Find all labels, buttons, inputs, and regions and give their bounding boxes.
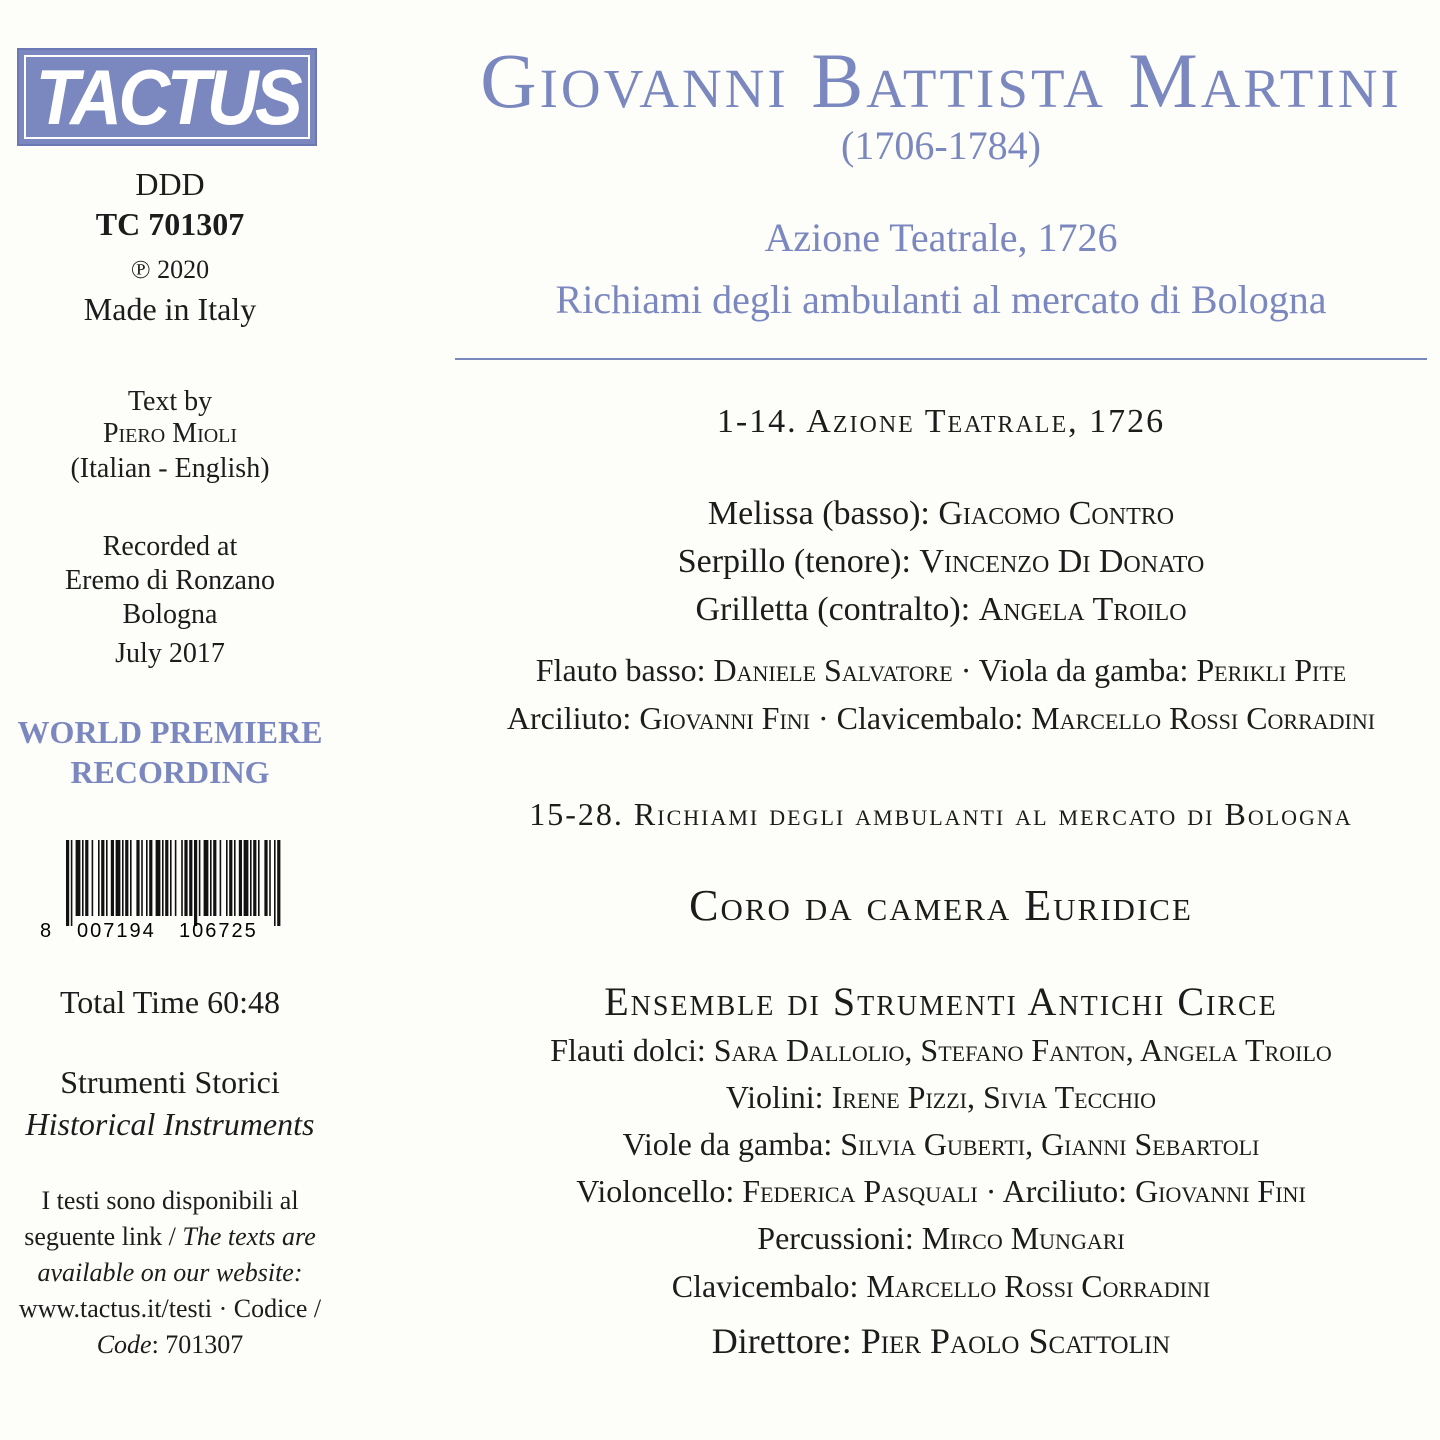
- text-languages: (Italian - English): [70, 453, 270, 484]
- barcode-bar: [274, 840, 276, 926]
- barcode-bar: [116, 840, 121, 916]
- barcode-bar: [122, 840, 124, 916]
- code-value: : 701307: [151, 1330, 244, 1359]
- barcode-bar: [85, 840, 88, 916]
- instrument-role: · Clavicembalo:: [810, 700, 1032, 736]
- instrument-player: Silvia Guberti, Gianni Sebartoli: [840, 1126, 1260, 1162]
- barcode-bar: [130, 840, 132, 916]
- instruments-english: Historical Instruments: [25, 1106, 315, 1142]
- barcode-bar: [149, 840, 152, 916]
- recorded-place: Eremo di Ronzano: [65, 565, 275, 596]
- barcode-bar: [210, 840, 212, 916]
- instrument-player: Marcello Rossi Corradini: [866, 1268, 1211, 1304]
- part1-heading: 1-14. Azione Teatrale, 1726: [716, 403, 1166, 440]
- barcode-bar: [226, 840, 228, 916]
- cast-name: Angela Troilo: [978, 591, 1187, 628]
- instrument-player: Giovanni Fini: [1135, 1173, 1306, 1209]
- texts-note-en: The texts are: [182, 1222, 316, 1251]
- composer-dates: (1706-1784): [841, 123, 1041, 168]
- barcode-bar: [184, 840, 187, 916]
- cast-line-melissa: [455, 495, 1427, 533]
- barcode-bar: [170, 840, 172, 916]
- code-label: Code: [96, 1330, 152, 1359]
- barcode-bar: [189, 840, 192, 916]
- barcode-bar: [269, 840, 271, 916]
- origin-line: Made in Italy: [83, 291, 257, 327]
- flauti-line: [455, 1032, 1427, 1069]
- instrument-role: · Viola da gamba:: [952, 652, 1197, 688]
- texts-note-it: seguente link /: [24, 1222, 176, 1251]
- direttore-line: [455, 1320, 1427, 1362]
- texts-note-line-3: available on our website:: [37, 1258, 303, 1287]
- barcode-bar: [125, 840, 128, 916]
- conductor-name: Pier Paolo Scattolin: [860, 1321, 1171, 1361]
- barcode-bar: [277, 840, 280, 926]
- barcode-bar: [229, 840, 232, 916]
- violoncello-line: [455, 1173, 1427, 1210]
- barcode: [40, 840, 290, 940]
- viole-line: [455, 1126, 1427, 1163]
- barcode-bar: [250, 840, 252, 916]
- barcode-bar: [213, 840, 216, 916]
- texts-note-line-1: I testi sono disponibili al: [41, 1186, 299, 1215]
- catalog-number: TC 701307: [95, 206, 245, 242]
- barcode-bar: [253, 840, 256, 916]
- barcode-bar: [156, 840, 161, 916]
- instrument-role: · Arciliuto:: [977, 1173, 1136, 1209]
- instruments-italian: Strumenti Storici: [60, 1064, 280, 1100]
- barcode-bar: [136, 840, 139, 916]
- barcode-bar: [76, 840, 81, 916]
- instrument-role: Viole da gamba:: [622, 1126, 841, 1162]
- tactus-logo: [17, 48, 317, 146]
- instrument-role: Arciliuto:: [506, 700, 640, 736]
- conductor-role: Direttore:: [711, 1321, 861, 1361]
- barcode-bar: [244, 840, 249, 916]
- instrument-role: Flauti dolci:: [550, 1032, 714, 1068]
- barcode-bar: [146, 840, 148, 916]
- copyright-line: ℗ 2020: [130, 255, 210, 284]
- barcode-bar: [204, 840, 209, 916]
- barcode-bar: [66, 840, 69, 926]
- instrument-player: Sara Dallolio, Stefano Fanton, Angela Troilo: [713, 1032, 1332, 1068]
- barcode-bar: [162, 840, 164, 916]
- cast-line-grilletta: [455, 591, 1427, 629]
- instrument-role: Violoncello:: [576, 1173, 743, 1209]
- barcode-bar: [194, 840, 197, 926]
- barcode-bar: [141, 840, 143, 916]
- barcode-bar: [165, 840, 168, 916]
- cast-name: Giacomo Contro: [938, 495, 1175, 532]
- instrument-role: Violini:: [725, 1079, 832, 1115]
- total-time: Total Time 60:48: [59, 984, 280, 1020]
- text-author: Piero Mioli: [102, 418, 238, 449]
- barcode-bar: [199, 840, 201, 916]
- cast-role: Melissa (basso):: [707, 495, 939, 532]
- barcode-bar: [220, 840, 222, 916]
- part1-instruments-line-2: [455, 700, 1427, 737]
- barcode-bar: [92, 840, 94, 916]
- texts-note-line-2: [0, 1222, 340, 1252]
- cast-role: Serpillo (tenore):: [677, 543, 920, 580]
- barcode-bar: [111, 840, 114, 916]
- barcode-bar: [101, 840, 104, 916]
- percussioni-line: [455, 1220, 1427, 1257]
- text-by-label: Text by: [127, 386, 213, 417]
- instrument-player: Daniele Salvatore: [713, 652, 953, 688]
- barcode-digit-prefix: 8: [40, 920, 52, 940]
- recorded-city: Bologna: [122, 599, 218, 630]
- barcode-bar: [258, 840, 260, 916]
- logo-wordmark: TACTUS: [35, 52, 299, 141]
- recorded-date: July 2017: [115, 638, 225, 669]
- violini-line: [455, 1079, 1427, 1116]
- clavicembalo-line: [455, 1268, 1427, 1305]
- barcode-bar: [181, 840, 183, 916]
- work-title-1: Azione Teatrale, 1726: [764, 215, 1118, 260]
- instrument-player: Irene Pizzi, Sivia Tecchio: [831, 1079, 1157, 1115]
- barcode-bar: [98, 840, 100, 916]
- barcode-bar: [264, 840, 267, 916]
- ensemble-name: Ensemble di Strumenti Antichi Circe: [604, 979, 1278, 1024]
- premiere-line-2: RECORDING: [70, 754, 270, 790]
- part1-instruments-line-1: [455, 652, 1427, 689]
- instrument-player: Federica Pasquali: [742, 1173, 978, 1209]
- divider-rule: [455, 358, 1427, 360]
- work-title-2: Richiami degli ambulanti al mercato di Bologna: [555, 277, 1327, 322]
- premiere-line-1: WORLD PREMIERE: [17, 714, 323, 750]
- instrument-role: Percussioni:: [757, 1220, 922, 1256]
- texts-code-line: [0, 1330, 340, 1360]
- cast-role: Grilletta (contralto):: [695, 591, 979, 628]
- recorded-label: Recorded at: [102, 531, 238, 562]
- barcode-bar: [82, 840, 84, 916]
- instrument-player: Perikli Pite: [1196, 652, 1347, 688]
- barcode-bar: [106, 840, 108, 916]
- barcode-bar: [71, 840, 73, 926]
- barcode-digits-right: 106725: [179, 920, 258, 940]
- cast-line-serpillo: [455, 543, 1427, 581]
- instrument-player: Marcello Rossi Corradini: [1031, 700, 1376, 736]
- barcode-bar: [239, 840, 242, 916]
- choir-name: Coro da camera Euridice: [689, 881, 1193, 930]
- part2-heading: 15-28. Richiami degli ambulanti al mercato di Bologna: [529, 796, 1353, 832]
- instrument-role: Clavicembalo:: [671, 1268, 867, 1304]
- composer-name: Giovanni Battista Martini: [480, 37, 1402, 124]
- cast-name: Vincenzo Di Donato: [919, 543, 1205, 580]
- texts-website-link[interactable]: www.tactus.it/testi · Codice /: [18, 1294, 322, 1323]
- barcode-bar: [234, 840, 236, 916]
- barcode-bar: [175, 840, 177, 916]
- instrument-player: Giovanni Fini: [639, 700, 811, 736]
- instrument-role: Flauto basso:: [535, 652, 714, 688]
- format-label: DDD: [135, 166, 205, 202]
- instrument-player: Mirco Mungari: [921, 1220, 1125, 1256]
- barcode-digits-left: 007194: [77, 920, 156, 940]
